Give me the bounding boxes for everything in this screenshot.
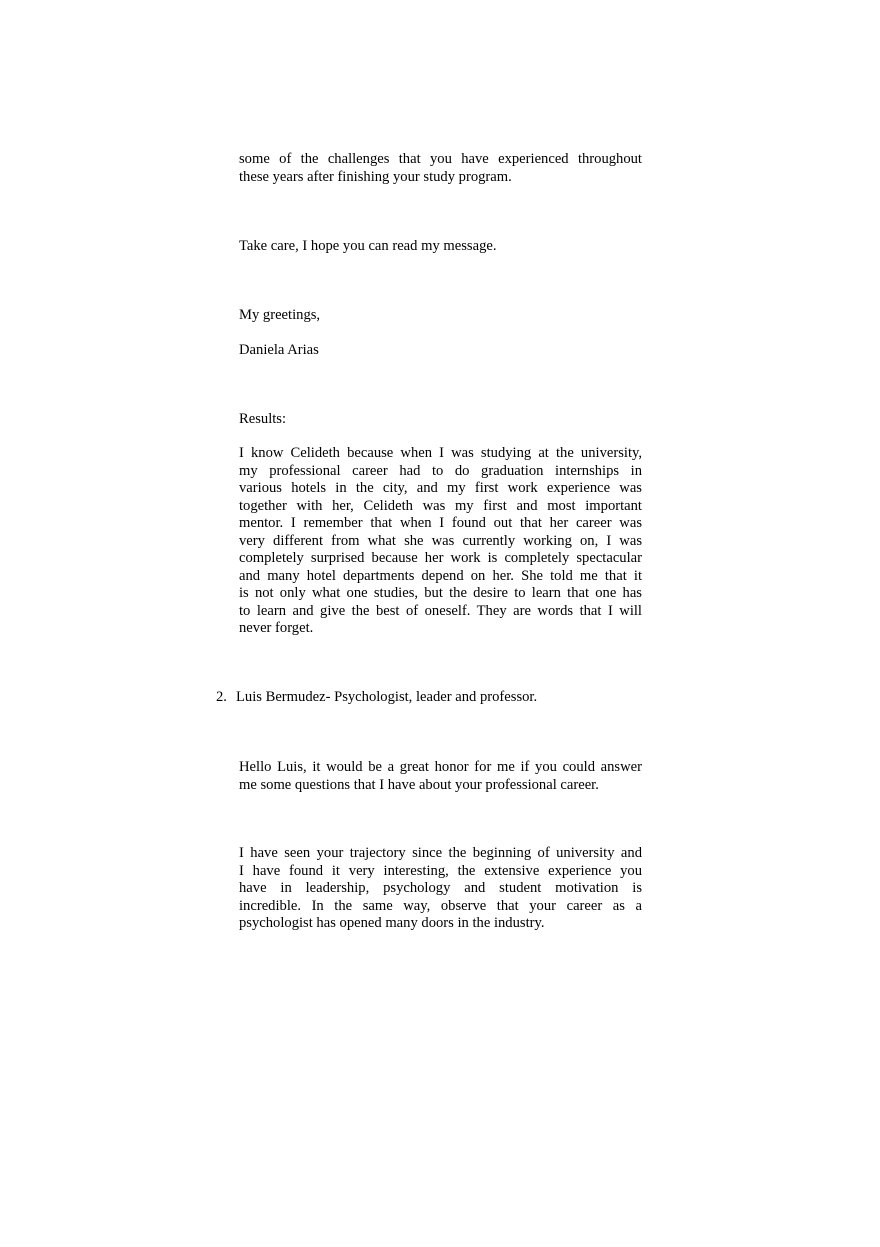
paragraph-line: I have found it very interesting, the extensive experience you: [239, 862, 642, 879]
paragraph-results: [239, 445, 642, 638]
paragraph-line: never forget.: [239, 620, 314, 636]
list-item-number: 2.: [216, 689, 227, 705]
paragraph-line: psychologist has opened many doors in the industry.: [239, 915, 545, 931]
paragraph-line: some of the challenges that you have experienced throughout: [239, 151, 642, 167]
list-item-luis-bermudez: [216, 689, 537, 707]
paragraph-line: is not only what one studies, but the desire to learn that one has: [239, 585, 642, 601]
paragraph-line: to learn and give the best of oneself. They are words that I will: [239, 602, 642, 619]
paragraph-line: and many hotel departments depend on her. She told me that it: [239, 567, 642, 584]
paragraph-line: various hotels in the city, and my first work experience was: [239, 480, 642, 496]
closing-greeting: My greetings,: [239, 307, 321, 323]
paragraph-line: Hello Luis, it would be a great honor for me if you could answer: [239, 759, 642, 775]
paragraph-line: have in leadership, psychology and student motivation is: [239, 880, 642, 896]
paragraph-line: these years after finishing your study program.: [239, 168, 512, 185]
paragraph-line: me some questions that I have about your professional career.: [239, 776, 599, 793]
paragraph-line: together with her, Celideth was my first and most important: [239, 497, 642, 514]
paragraph-line: I know Celideth because when I was studying at the university,: [239, 445, 642, 461]
paragraph-line: incredible. In the same way, observe that your career as a: [239, 897, 642, 914]
paragraph-line: very different from what she was currently working on, I was: [239, 532, 642, 549]
paragraph-hello-luis: [239, 759, 642, 794]
paragraph-challenges: [239, 151, 642, 186]
paragraph-line: mentor. I remember that when I found out that her career was: [239, 515, 642, 531]
paragraph-line: completely surprised because her work is completely spectacular: [239, 550, 642, 566]
list-item-text: Luis Bermudez- Psychologist, leader and professor.: [236, 689, 538, 705]
paragraph-trajectory: [239, 845, 642, 933]
paragraph-line: my professional career had to do graduation internships in: [239, 462, 642, 479]
results-heading: Results:: [239, 411, 287, 427]
signature-name: Daniela Arias: [239, 342, 319, 358]
paragraph-line: I have seen your trajectory since the beginning of university and: [239, 845, 642, 861]
paragraph-take-care: Take care, I hope you can read my message.: [239, 238, 497, 254]
